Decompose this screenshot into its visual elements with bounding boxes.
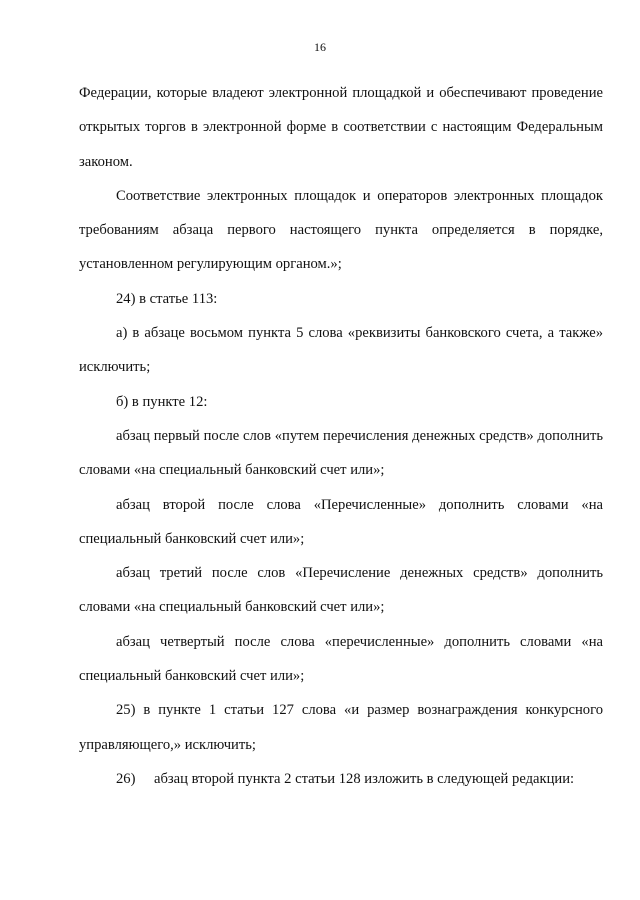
item-26-number: 26) — [116, 770, 136, 787]
paragraph-abzac-third: абзац третий после слов «Перечисление денежных средств» дополнить словами «на специальный банковский счет или»; — [79, 565, 603, 616]
paragraph-item-24a: а) в абзаце восьмом пункта 5 слова «реквизиты банковского счета, а также» исключить; — [79, 325, 603, 376]
paragraph-item-24b: б) в пункте 12: — [116, 393, 208, 410]
paragraph-abzac-second: абзац второй после слова «Перечисленные» дополнить словами «на специальный банковский счет или»; — [79, 496, 603, 547]
page-number: 16 — [314, 40, 326, 54]
paragraph-item-26 — [79, 762, 603, 796]
paragraph-platform-compliance: Соответствие электронных площадок и операторов электронных площадок требованиям абзаца первого настоящего пункта определяется в порядке, установленном регулирующим органом.»; — [79, 187, 603, 273]
paragraph-abzac-fourth: абзац четвертый после слова «перечисленные» дополнить словами «на специальный банковский счет или»; — [79, 633, 603, 685]
paragraph-item-24: 24) в статье 113: — [116, 290, 218, 307]
paragraph-abzac-first: абзац первый после слов «путем перечисления денежных средств» дополнить словами «на специальный банковский счет или»; — [79, 427, 603, 479]
document-body — [79, 76, 603, 796]
paragraph-item-25: 25) в пункте 1 статьи 127 слова «и размер вознаграждения конкурсного управляющего,» исключить; — [79, 702, 603, 753]
item-26-text: абзац второй пункта 2 статьи 128 изложить в следующей редакции: — [154, 770, 575, 787]
paragraph-federation-continuation: Федерации, которые владеют электронной площадкой и обеспечивают проведение открытых торгов в электронной форме в соответствии с настоящим Федеральным законом. — [79, 85, 603, 170]
